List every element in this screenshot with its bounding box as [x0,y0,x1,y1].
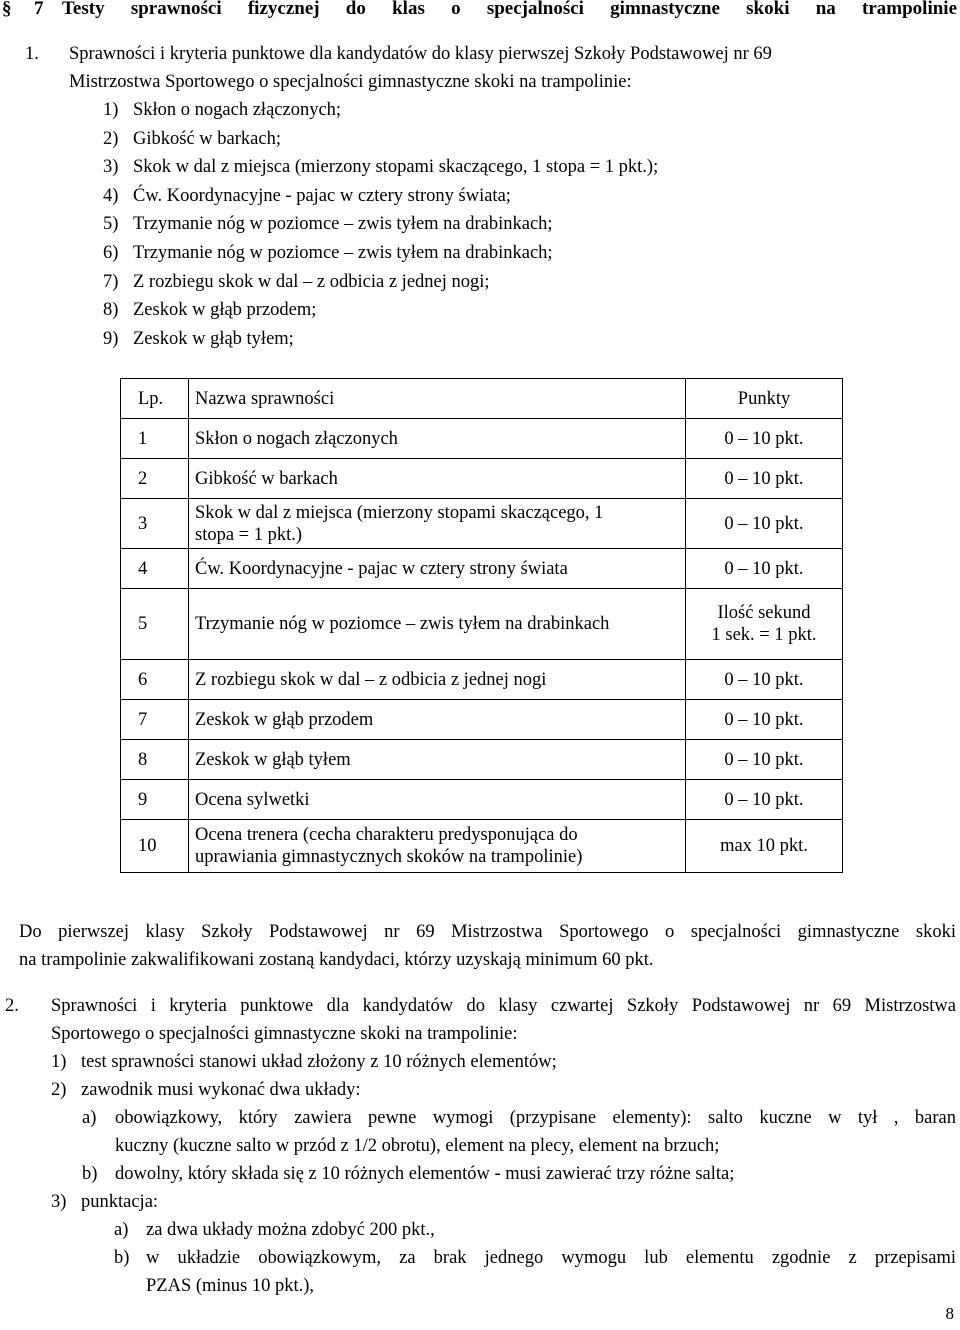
criteria-table [120,378,843,873]
row-name: Trzymanie nóg w poziomce – zwis tyłem na drabinkach [189,589,686,660]
row-lp: 2 [121,459,189,499]
row-name: Zeskok w głąb tyłem [189,740,686,780]
part1-list-item: 7) Z rozbiegu skok w dal – z odbicia z jednej nogi; [103,271,490,292]
row-lp: 1 [121,419,189,459]
table-header-row [121,379,843,419]
row-points: 0 – 10 pkt. [686,419,843,459]
row-name: Ocena sylwetki [189,780,686,820]
part2-item3b-line2: PZAS (minus 10 pkt.), [146,1276,315,1296]
row-lp: 4 [121,549,189,589]
section-number: 7 [34,0,44,19]
table-row [121,780,843,820]
table-row [121,589,843,660]
part1-list-item: 6) Trzymanie nóg w poziomce – zwis tyłem na drabinkach; [103,243,553,263]
table-row [121,459,843,499]
table-row [121,820,843,873]
part2-number: 2. [5,996,19,1016]
row-lp: 8 [121,740,189,780]
part1-list-item: 3) Skok w dal z miejsca (mierzony stopami skaczącego, 1 stopa = 1 pkt.); [103,157,659,178]
row-name: Ćw. Koordynacyjne - pajac w cztery strony świata [189,549,686,589]
table-row [121,549,843,589]
row-lp: 7 [121,700,189,740]
part1-intro-line2: Mistrzostwa Sportowego o specjalności gimnastyczne skoki na trampolinie: [69,72,632,92]
section-title: Testy sprawności fizycznej do klas o specjalności gimnastyczne skoki na trampolinie [62,0,957,19]
qualification-line1: Do pierwszej klasy Szkoły Podstawowej nr 69 Mistrzostwa Sportowego o specjalności gimnastyczne skoki [19,922,956,942]
header-points: Punkty [686,379,843,419]
part2-intro-line2: Sportowego o specjalności gimnastyczne skoki na trampolinie: [51,1024,518,1044]
row-lp: 3 [121,499,189,549]
table-row [121,660,843,700]
part1-number: 1. [25,44,39,64]
part1-list-item: 4) Ćw. Koordynacyjne - pajac w cztery strony świata; [103,185,511,206]
row-points: max 10 pkt. [686,820,843,873]
row-points: 0 – 10 pkt. [686,740,843,780]
table-row [121,740,843,780]
row-name: Zeskok w głąb przodem [189,700,686,740]
part2-item1: 1) test sprawności stanowi układ złożony z 10 różnych elementów; [51,1052,557,1072]
row-name: Skłon o nogach złączonych [189,419,686,459]
row-points: 0 – 10 pkt. [686,660,843,700]
header-lp: Lp. [121,379,189,419]
part2-item2b: b) dowolny, który składa się z 10 różnych elementów - musi zawierać trzy różne salta; [82,1164,735,1184]
qualification-line2: na trampolinie zakwalifikowani zostaną kandydaci, którzy uzyskają minimum 60 pkt. [19,950,654,970]
part1-intro-line1: 1. Sprawności i kryteria punktowe dla kandydatów do klasy pierwszej Szkoły Podstawowej nr 69 [25,44,772,64]
row-name: Z rozbiegu skok w dal – z odbicia z jednej nogi [189,660,686,700]
table-row [121,419,843,459]
row-points: 0 – 10 pkt. [686,700,843,740]
row-points: 0 – 10 pkt. [686,459,843,499]
part2-item2: 2) zawodnik musi wykonać dwa układy: [51,1080,361,1100]
row-name: Ocena trenera (cecha charakteru predysponująca do uprawiania gimnastycznych skoków na trampolinie) [189,820,686,873]
part1-list-item: 2) Gibkość w barkach; [103,128,281,149]
row-points: Ilość sekund 1 sek. = 1 pkt. [686,589,843,660]
row-points: 0 – 10 pkt. [686,549,843,589]
row-lp: 6 [121,660,189,700]
part2-item3b-line1: b) w układzie obowiązkowym, za brak jednego wymogu lub elementu zgodnie z przepisami [114,1248,956,1268]
part2-item2a-line2: kuczny (kuczne salto w przód z 1/2 obrotu), element na plecy, element na brzuch; [115,1136,720,1156]
row-name: Skok w dal z miejsca (mierzony stopami skaczącego, 1 stopa = 1 pkt.) [189,499,686,549]
row-points: 0 – 10 pkt. [686,780,843,820]
part1-list-item: 5) Trzymanie nóg w poziomce – zwis tyłem na drabinkach; [103,214,553,235]
table-row [121,700,843,740]
part2-item3: 3) punktacja: [51,1192,159,1212]
row-lp: 10 [121,820,189,873]
row-points: 0 – 10 pkt. [686,499,843,549]
page-number: 8 [945,1304,954,1323]
table-row [121,499,843,549]
section-sign: § [2,0,12,19]
part1-list-item: 8) Zeskok w głąb przodem; [103,300,317,321]
part2-item3a: a) za dwa układy można zdobyć 200 pkt., [114,1220,435,1240]
row-lp: 9 [121,780,189,820]
row-lp: 5 [121,589,189,660]
header-name: Nazwa sprawności [189,379,686,419]
part1-list-item: 1) Skłon o nogach złączonych; [103,100,342,120]
row-name: Gibkość w barkach [189,459,686,499]
part1-list-item: 9) Zeskok w głąb tyłem; [103,328,294,349]
part2-intro-line1: 2. Sprawności i kryteria punktowe dla kandydatów do klasy czwartej Szkoły Podstawowej nr 69 Mistrzostwa [5,996,956,1016]
section-heading [2,0,957,20]
part2-item2a-line1: a) obowiązkowy, który zawiera pewne wymogi (przypisane elementy): salto kuczne w tył , baran [82,1108,956,1128]
